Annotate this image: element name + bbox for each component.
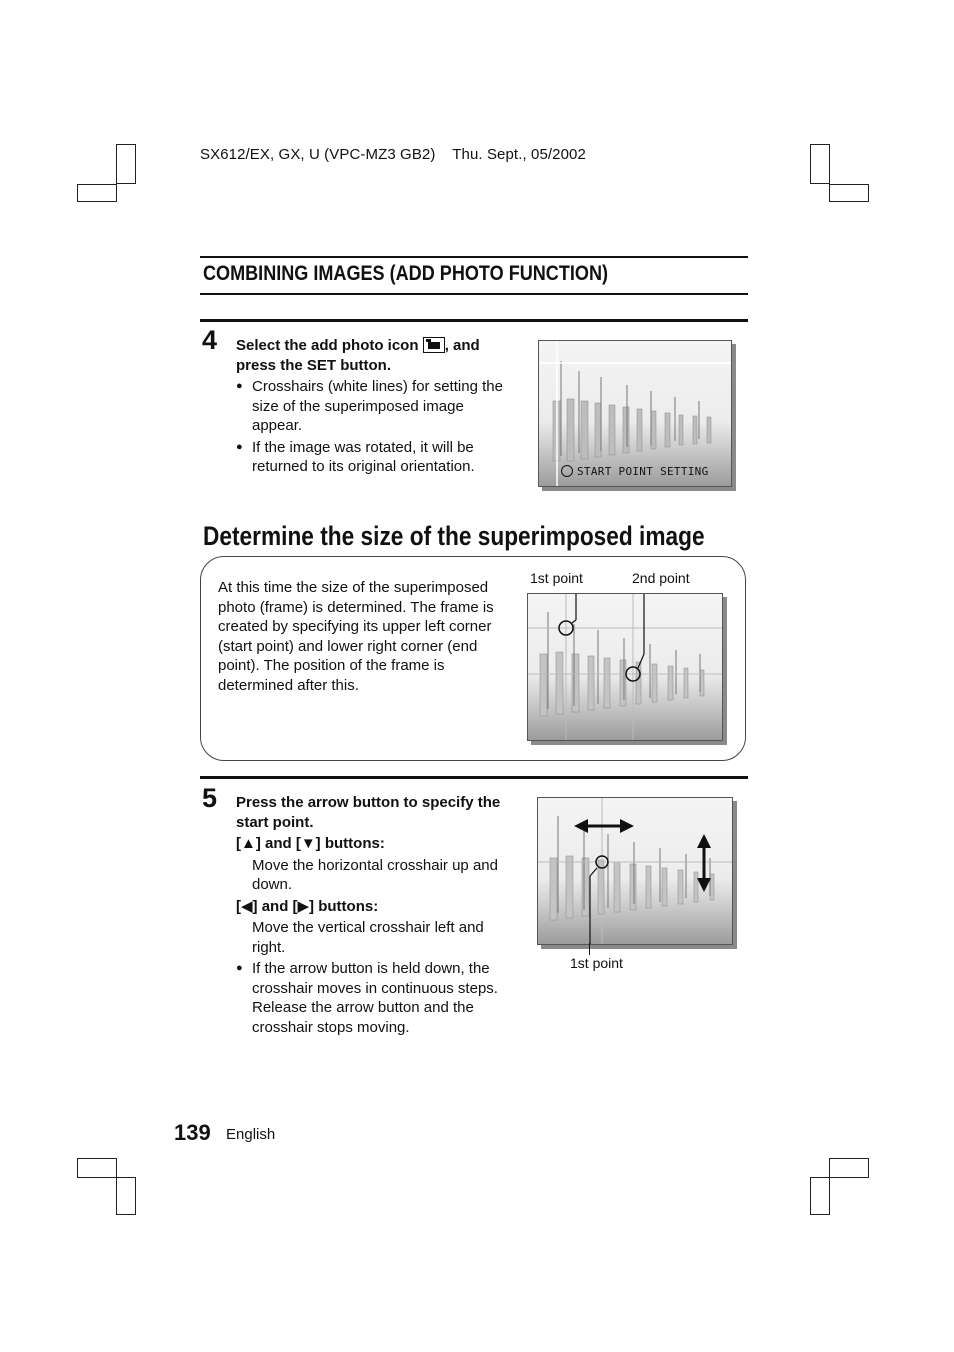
step4-content xyxy=(236,336,511,477)
subsection-title: Determine the size of the superimposed image xyxy=(203,521,705,551)
lcd-status-bar xyxy=(561,465,709,478)
explanation-text: At this time the size of the superimposed photo (frame) is determined. The frame is created by specifying its upper left corner (start point) and lower right corner (end point). The position of the frame is determined after this. xyxy=(218,579,494,694)
crop-mark xyxy=(77,184,117,202)
step5-rule xyxy=(200,776,748,779)
horizontal-arrow-icon xyxy=(574,819,634,833)
crop-mark xyxy=(829,1158,869,1178)
parade-photo xyxy=(538,798,732,944)
crop-mark xyxy=(810,1177,830,1215)
step4-instruction-b: , and press the SET button. xyxy=(236,337,480,374)
leader-line xyxy=(589,943,590,955)
section-rule-bottom xyxy=(200,293,748,295)
page-number: 139 xyxy=(174,1120,211,1145)
lcd-screen-figure xyxy=(538,340,732,487)
target-icon xyxy=(561,465,573,477)
add-photo-icon xyxy=(423,337,445,353)
parade-photo xyxy=(528,594,722,740)
lcd-status-text: START POINT SETTING xyxy=(577,465,709,478)
leftright-buttons-text: Move the vertical crosshair left and right. xyxy=(252,919,484,956)
crop-mark xyxy=(116,1177,136,1215)
leftright-buttons-heading: [◀] and [▶] buttons: xyxy=(236,897,379,915)
parade-illustration xyxy=(528,594,722,740)
section-title: COMBINING IMAGES (ADD PHOTO FUNCTION) xyxy=(203,262,609,285)
label-1st-point: 1st point xyxy=(530,570,583,586)
frame-points-figure xyxy=(527,593,723,741)
parade-illustration xyxy=(538,798,732,944)
crop-mark xyxy=(829,184,869,202)
section-rule-top xyxy=(200,256,748,258)
step4-bullet: ● Crosshairs (white lines) for setting the size of the superimposed image appear. xyxy=(236,377,511,436)
label-1st-point: 1st point xyxy=(570,955,623,971)
crop-mark xyxy=(77,1158,117,1178)
step4-bullet: ● If the image was rotated, it will be returned to its original orientation. xyxy=(236,438,511,477)
step4-instruction-a: Select the add photo icon xyxy=(236,337,419,354)
document-header: SX612/EX, GX, U (VPC-MZ3 GB2) Thu. Sept., 05/2002 xyxy=(200,146,586,163)
step5-number: 5 xyxy=(202,783,218,813)
step4-number: 4 xyxy=(202,325,218,355)
crop-mark xyxy=(116,144,136,184)
step5-content xyxy=(236,793,511,1037)
step4-rule xyxy=(200,319,748,322)
updown-buttons-text: Move the horizontal crosshair up and down. xyxy=(252,856,498,893)
step4-instruction xyxy=(236,336,511,375)
step5-instruction: Press the arrow button to specify the start point. xyxy=(236,794,501,831)
vertical-arrow-icon xyxy=(697,834,711,892)
step5-bullet: ● If the arrow button is held down, the crosshair moves in continuous steps. Release the arrow button and the crosshair stops moving. xyxy=(236,959,511,1037)
label-2nd-point: 2nd point xyxy=(632,570,690,586)
crop-mark xyxy=(810,144,830,184)
crosshair-move-figure xyxy=(537,797,733,945)
updown-buttons-heading: [▲] and [▼] buttons: xyxy=(236,835,385,852)
footer-language: English xyxy=(226,1126,276,1143)
